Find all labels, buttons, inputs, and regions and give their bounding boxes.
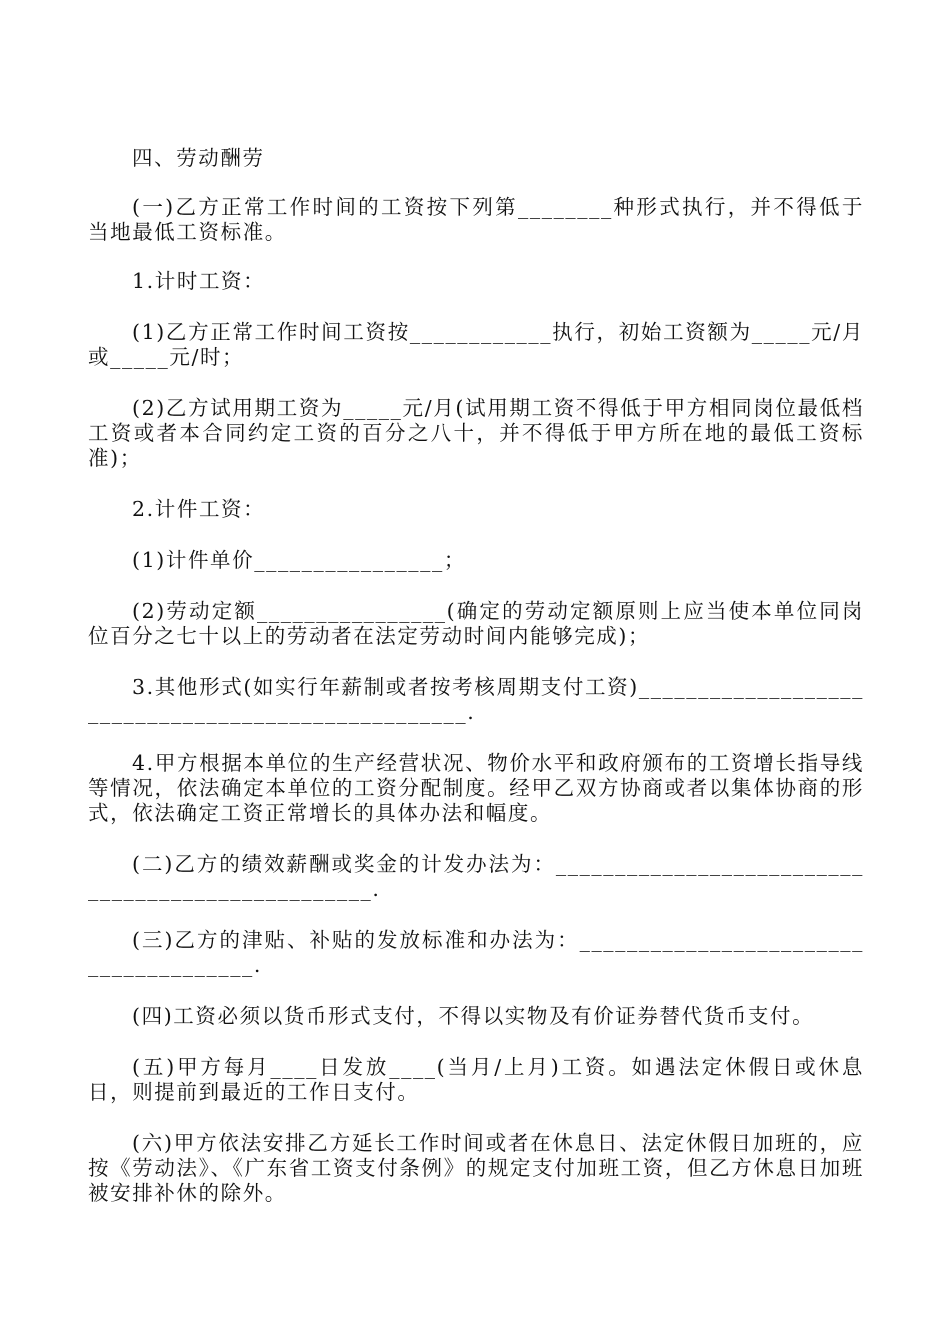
paragraph-overtime-pay: (六)甲方依法安排乙方延长工作时间或者在休息日、法定休假日加班的，应按《劳动法》、《广东省工资支付条例》的规定支付加班工资，但乙方休息日加班被安排补休的除外。 — [88, 1131, 864, 1205]
paragraph-other-forms: 3.其他形式(如实行年薪制或者按考核周期支付工资)___________________________________________________. — [88, 675, 864, 724]
paragraph-wage-form: (一)乙方正常工作时间的工资按下列第________种形式执行，并不得低于当地最低工资标准。 — [88, 195, 864, 244]
subheading-time-wage: 1.计时工资： — [132, 269, 266, 293]
paragraph-allowances: (三)乙方的津贴、补贴的发放标准和办法为：______________________________________. — [88, 928, 864, 977]
subheading-piece-wage: 2.计件工资： — [132, 497, 266, 521]
paragraph-piece-unit-price: (1)计件单价________________； — [132, 548, 466, 572]
paragraph-time-wage-amount: (1)乙方正常工作时间工资按____________执行，初始工资额为_____元/月或_____元/时； — [88, 320, 864, 369]
paragraph-wage-system: 4.甲方根据本单位的生产经营状况、物价水平和政府颁布的工资增长指导线等情况，依法确定本单位的工资分配制度。经甲乙双方协商或者以集体协商的形式，依法确定工资正常增长的具体办法和幅度。 — [88, 751, 864, 825]
paragraph-performance-pay: (二)乙方的绩效薪酬或奖金的计发办法为：__________________________________________________. — [88, 852, 864, 901]
paragraph-labor-quota: (2)劳动定额________________(确定的劳动定额原则上应当使本单位同岗位百分之七十以上的劳动者在法定劳动时间内能够完成)； — [88, 599, 864, 648]
paragraph-pay-date: (五)甲方每月____日发放____(当月/上月)工资。如遇法定休假日或休息日，则提前到最近的工作日支付。 — [88, 1055, 864, 1104]
section-heading: 四、劳动酬劳 — [132, 146, 265, 170]
document-page — [88, 146, 864, 1206]
paragraph-probation-wage: (2)乙方试用期工资为_____元/月(试用期工资不得低于甲方相同岗位最低档工资或者本合同约定工资的百分之八十，并不得低于甲方所在地的最低工资标准)； — [88, 396, 864, 470]
paragraph-currency-payment: (四)工资必须以货币形式支付，不得以实物及有价证券替代货币支付。 — [132, 1004, 815, 1028]
